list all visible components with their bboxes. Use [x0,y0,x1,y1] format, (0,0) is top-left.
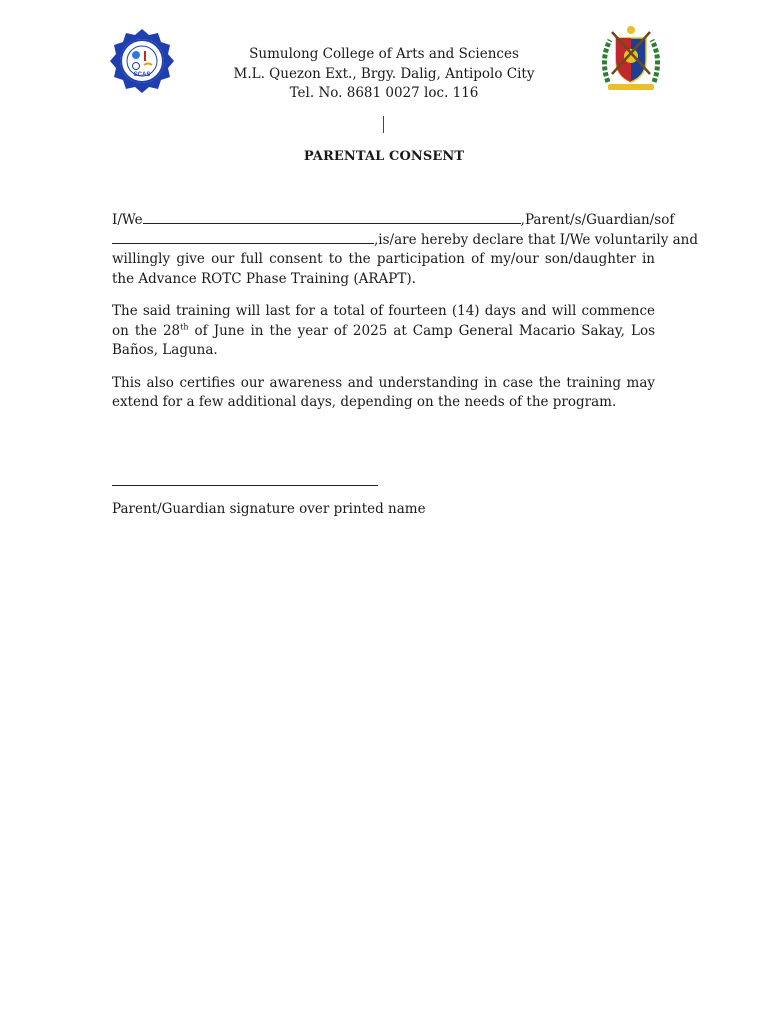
consent-role: Parent/s/Guardian/s [524,212,662,228]
consent-rest: willingly give our full consent to the participation of my/our son/daughter in the Advance ROTC Phase Training (ARAPT). [112,251,655,287]
student-name-blank[interactable] [112,231,374,244]
consent-paragraph: I/We , Parent/s/Guardian/s of ,is/are hereby declare that I/We voluntarily and willingly give our full consent to the participation of my/our son/daughter in the Advance ROTC Phase Training (ARAPT). [112,212,698,287]
seal-text: SCAS [133,72,151,78]
institution-phone: Tel. No. 8681 0027 loc. 116 [289,85,479,101]
consent-of: of [661,212,675,228]
parent-name-blank[interactable] [143,211,521,224]
institution-name: Sumulong College of Arts and Sciences [249,46,519,62]
document-title: PARENTAL CONSENT [303,149,465,164]
signature-line[interactable] [112,485,378,486]
text-cursor [383,116,384,133]
training-paragraph: The said training will last for a total of fourteen (14) days and will commence on the 28th of June in the year of 2025 at Camp General Macario Sakay, Los Baños, Laguna. [112,303,655,358]
awareness-paragraph: This also certifies our awareness and understanding in case the training may extend for a few additional days, depending on the needs of the program. [112,374,655,410]
signature-caption: Parent/Guardian signature over printed name [112,501,426,517]
institution-address: M.L. Quezon Ext., Brgy. Dalig, Antipolo City [233,65,535,82]
letterhead [0,45,768,104]
consent-start: I/We [112,212,143,228]
document-body [112,211,698,413]
